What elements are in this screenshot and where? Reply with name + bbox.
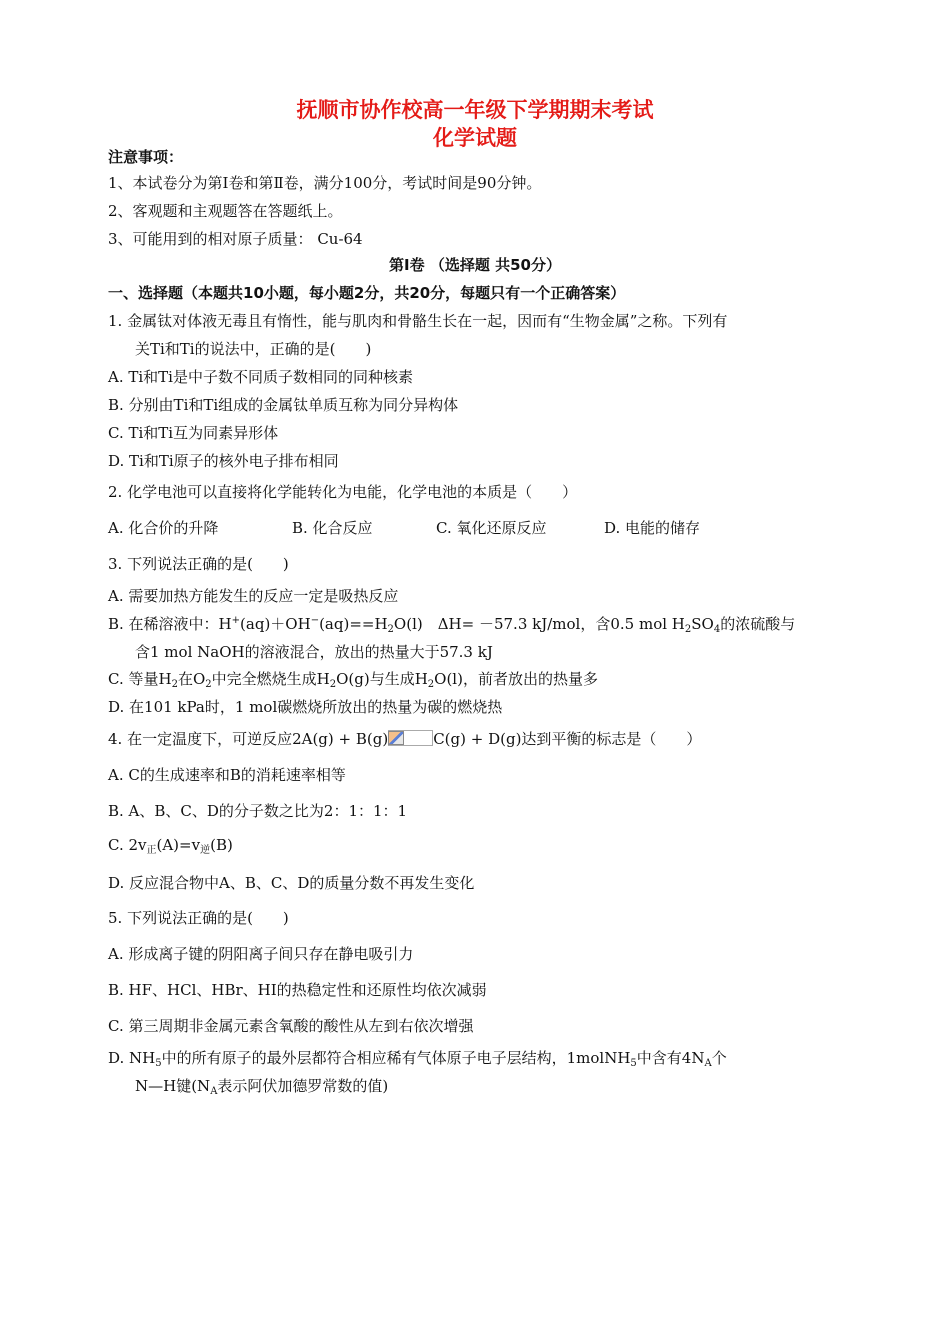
- notice-item-3: 3、可能用到的相对原子质量： Cu-64: [108, 230, 363, 248]
- q1-option-d: D. Ti和Ti原子的核外电子排布相同: [108, 452, 339, 470]
- q2-option-d: D. 电能的储存: [604, 519, 701, 537]
- q2-option-a: A. 化合价的升降: [108, 519, 219, 537]
- q1-option-a: A. Ti和Ti是中子数不同质子数相同的同种核素: [108, 368, 413, 386]
- q3-option-b-line1: B. 在稀溶液中：$H^+(aq)+OH^-(aq)==H_2O(l)$ ΔH= －57.3 kJ/mol，含0.5 mol $H_2SO_4$的浓硫酸与: [108, 615, 796, 635]
- part1-heading: 第Ⅰ卷 （选择题 共50分）: [389, 256, 561, 274]
- q5-stem: 5. 下列说法正确的是( ): [108, 909, 289, 927]
- q3-option-c: C. 等量$H_2$在$O_2$中完全燃烧生成$H_2O(g)$与生成$H_2O(l)$，前者放出的热量多: [108, 670, 598, 690]
- q4-option-a: A. C的生成速率和B的消耗速率相等: [108, 766, 346, 784]
- q4-stem: 4. 在一定温度下，可逆反应2A(g) + B(g) C(g) + D(g)达到平衡的标志是（ ）: [108, 730, 702, 748]
- q1-option-c: C. Ti和Ti互为同素异形体: [108, 424, 279, 442]
- q1-option-b: B. 分别由Ti和Ti组成的金属钛单质互称为同分异构体: [108, 396, 459, 414]
- q3-option-a: A. 需要加热方能发生的反应一定是吸热反应: [108, 587, 399, 605]
- q3-option-b-line2: 含1 mol NaOH的溶液混合，放出的热量大于57.3 kJ: [135, 643, 493, 661]
- q5-option-d-line2: N—H键($N_A$表示阿伏加德罗常数的值): [135, 1077, 389, 1097]
- notice-heading: 注意事项：: [108, 148, 184, 166]
- notice-item-2: 2、客观题和主观题答在答题纸上。: [108, 202, 343, 220]
- q3-stem: 3. 下列说法正确的是( ): [108, 555, 289, 573]
- q2-stem: 2. 化学电池可以直接将化学能转化为电能，化学电池的本质是（ ）: [108, 483, 578, 501]
- section-heading: 一、选择题（本题共10小题，每小题2分，共20分，每题只有一个正确答案）: [108, 284, 626, 302]
- equilibrium-arrow-image: [388, 730, 433, 746]
- q1-stem-line1: 1. 金属钛对体液无毒且有惰性，能与肌肉和骨骼生长在一起，因而有“生物金属”之称。下列有: [108, 312, 728, 330]
- q2-option-b: B. 化合反应: [292, 519, 373, 537]
- q4-option-c: C. $2v_正(A)=v_逆(B)$: [108, 836, 233, 856]
- notice-item-1: 1、本试卷分为第Ⅰ卷和第Ⅱ卷，满分100分，考试时间是90分钟。: [108, 174, 542, 192]
- q2-option-c: C. 氧化还原反应: [436, 519, 547, 537]
- exam-title: 抚顺市协作校高一年级下学期期末考试: [296, 98, 654, 122]
- q4-option-d: D. 反应混合物中A、B、C、D的质量分数不再发生变化: [108, 874, 475, 892]
- q4-option-b: B. A、B、C、D的分子数之比为2：1：1：1: [108, 802, 408, 820]
- exam-subtitle: 化学试题: [433, 126, 517, 150]
- q3-option-d: D. 在101 kPa时，1 mol碳燃烧所放出的热量为碳的燃烧热: [108, 698, 503, 716]
- q5-option-d-line1: D. $NH_5$中的所有原子的最外层都符合相应稀有气体原子电子层结构，1molNH$_5$中含有$4N_A$个: [108, 1049, 727, 1069]
- q5-option-b: B. HF、HCl、HBr、HI的热稳定性和还原性均依次减弱: [108, 981, 487, 999]
- q5-option-c: C. 第三周期非金属元素含氧酸的酸性从左到右依次增强: [108, 1017, 474, 1035]
- q1-stem-line2: 关Ti和Ti的说法中，正确的是( ): [135, 340, 372, 358]
- q5-option-a: A. 形成离子键的阴阳离子间只存在静电吸引力: [108, 945, 414, 963]
